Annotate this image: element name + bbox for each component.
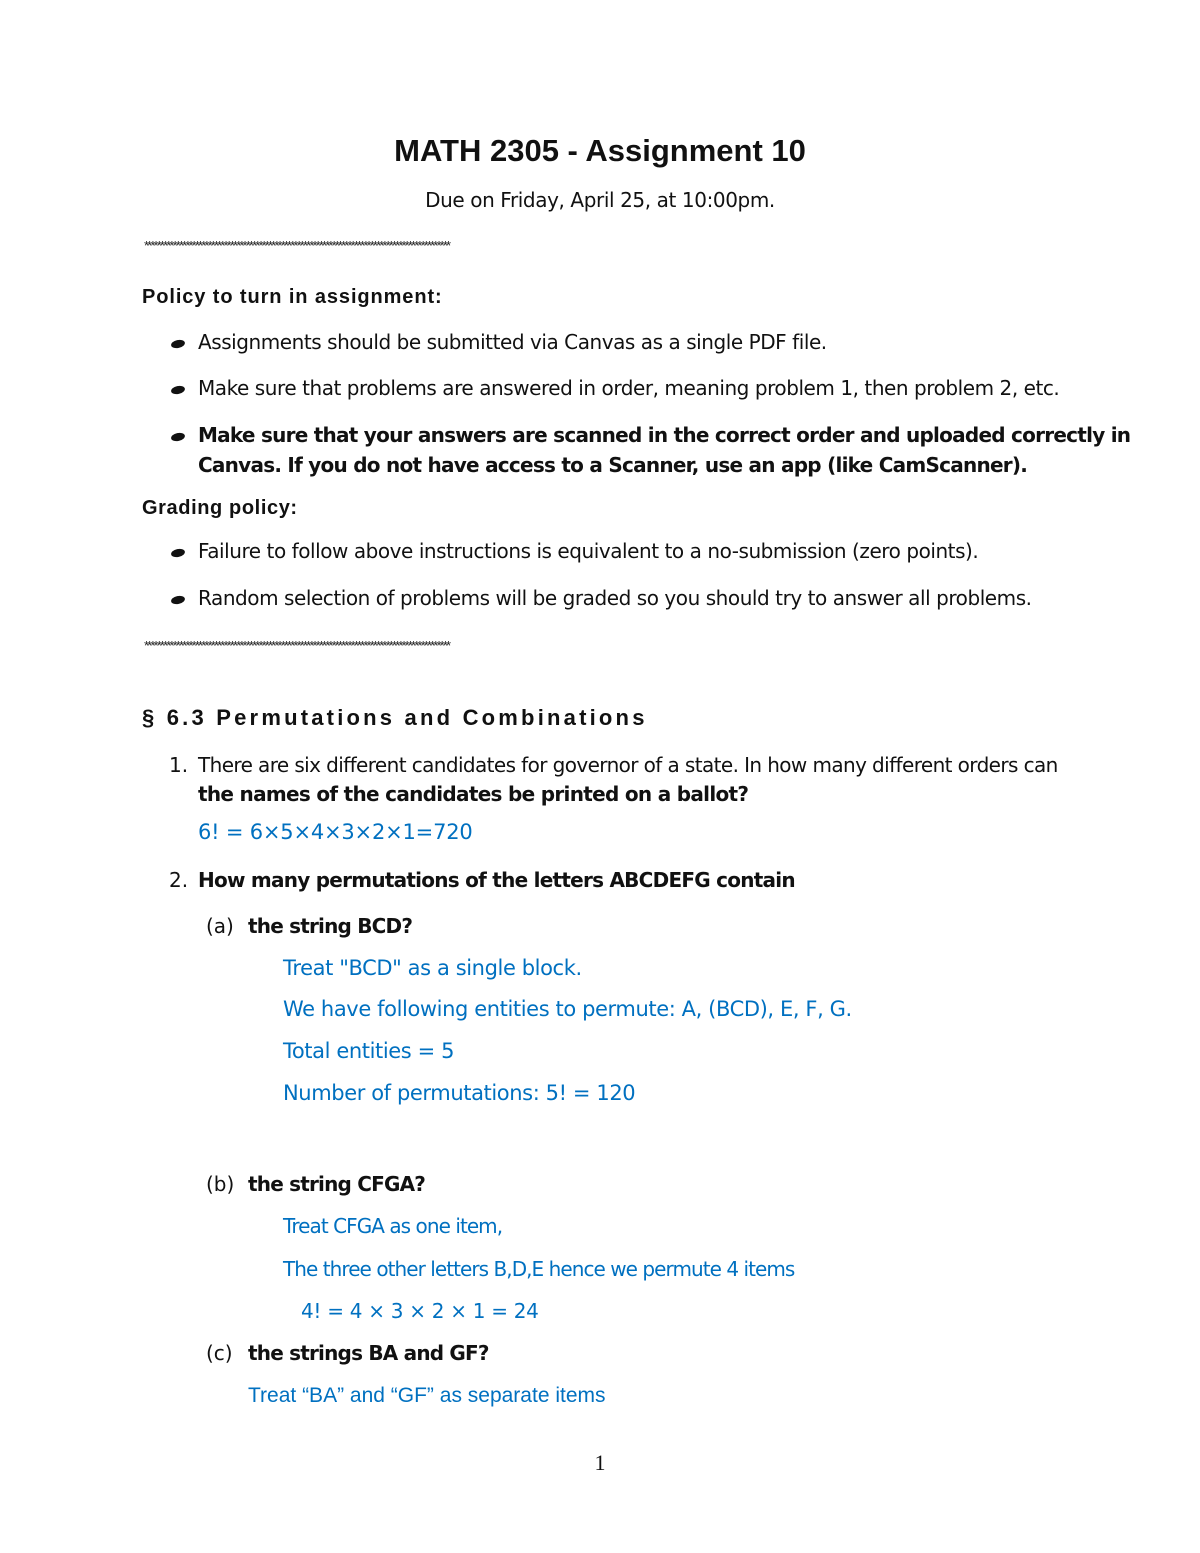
answer-text: Treat "BCD" as a single block. — [283, 956, 582, 980]
separator-top: ************************************************************************************************ — [144, 238, 450, 253]
answer-text: Treat “BA” and “GF” as separate items — [248, 1384, 606, 1407]
bullet-icon — [170, 385, 185, 396]
bullet-icon — [170, 595, 185, 606]
answer-text: Total entities = 5 — [283, 1039, 455, 1063]
grading-heading: Grading policy: — [142, 497, 298, 519]
answer-text: 6! = 6×5×4×3×2×1=720 — [198, 820, 473, 844]
bullet-icon — [170, 339, 185, 350]
subproblem-label: (c) — [206, 1341, 233, 1365]
answer-text: Number of permutations: 5! = 120 — [283, 1081, 636, 1105]
answer-text: The three other letters B,D,E hence we permute 4 items — [283, 1257, 795, 1281]
problem-text: How many permutations of the letters ABCDEFG contain — [198, 868, 795, 892]
page-number: 1 — [594, 1450, 606, 1475]
policy-item: Assignments should be submitted via Canvas as a single PDF file. — [198, 330, 827, 354]
document-title: MATH 2305 - Assignment 10 — [394, 133, 806, 168]
grading-item: Failure to follow above instructions is equivalent to a no-submission (zero points). — [198, 539, 979, 563]
policy-heading: Policy to turn in assignment: — [142, 286, 443, 308]
answer-text: Treat CFGA as one item, — [283, 1214, 503, 1238]
subproblem-text: the string BCD? — [248, 914, 413, 938]
bullet-icon — [170, 548, 185, 559]
problem-text: There are six different candidates for governor of a state. In how many different orders can — [198, 753, 1058, 777]
separator-bottom: ************************************************************************************************ — [144, 638, 450, 653]
due-date: Due on Friday, April 25, at 10:00pm. — [425, 188, 775, 212]
problem-number: 1. — [169, 753, 189, 777]
answer-text: 4! = 4 × 3 × 2 × 1 = 24 — [301, 1299, 539, 1323]
subproblem-label: (b) — [206, 1172, 235, 1196]
policy-item-bold-continued: Canvas. If you do not have access to a Scanner, use an app (like CamScanner). — [198, 453, 1028, 477]
policy-item-bold: Make sure that your answers are scanned in the correct order and uploaded correctly in — [198, 423, 1131, 447]
subproblem-label: (a) — [206, 914, 234, 938]
policy-item: Make sure that problems are answered in order, meaning problem 1, then problem 2, etc. — [198, 376, 1060, 400]
grading-item: Random selection of problems will be graded so you should try to answer all problems. — [198, 586, 1032, 610]
subproblem-text: the string CFGA? — [248, 1172, 426, 1196]
problem-text-continued: the names of the candidates be printed on a ballot? — [198, 782, 749, 806]
answer-text: We have following entities to permute: A, (BCD), E, F, G. — [283, 997, 852, 1021]
problem-number: 2. — [169, 868, 189, 892]
bullet-icon — [170, 432, 185, 443]
section-heading: § 6.3 Permutations and Combinations — [142, 705, 648, 730]
subproblem-text: the strings BA and GF? — [248, 1341, 489, 1365]
